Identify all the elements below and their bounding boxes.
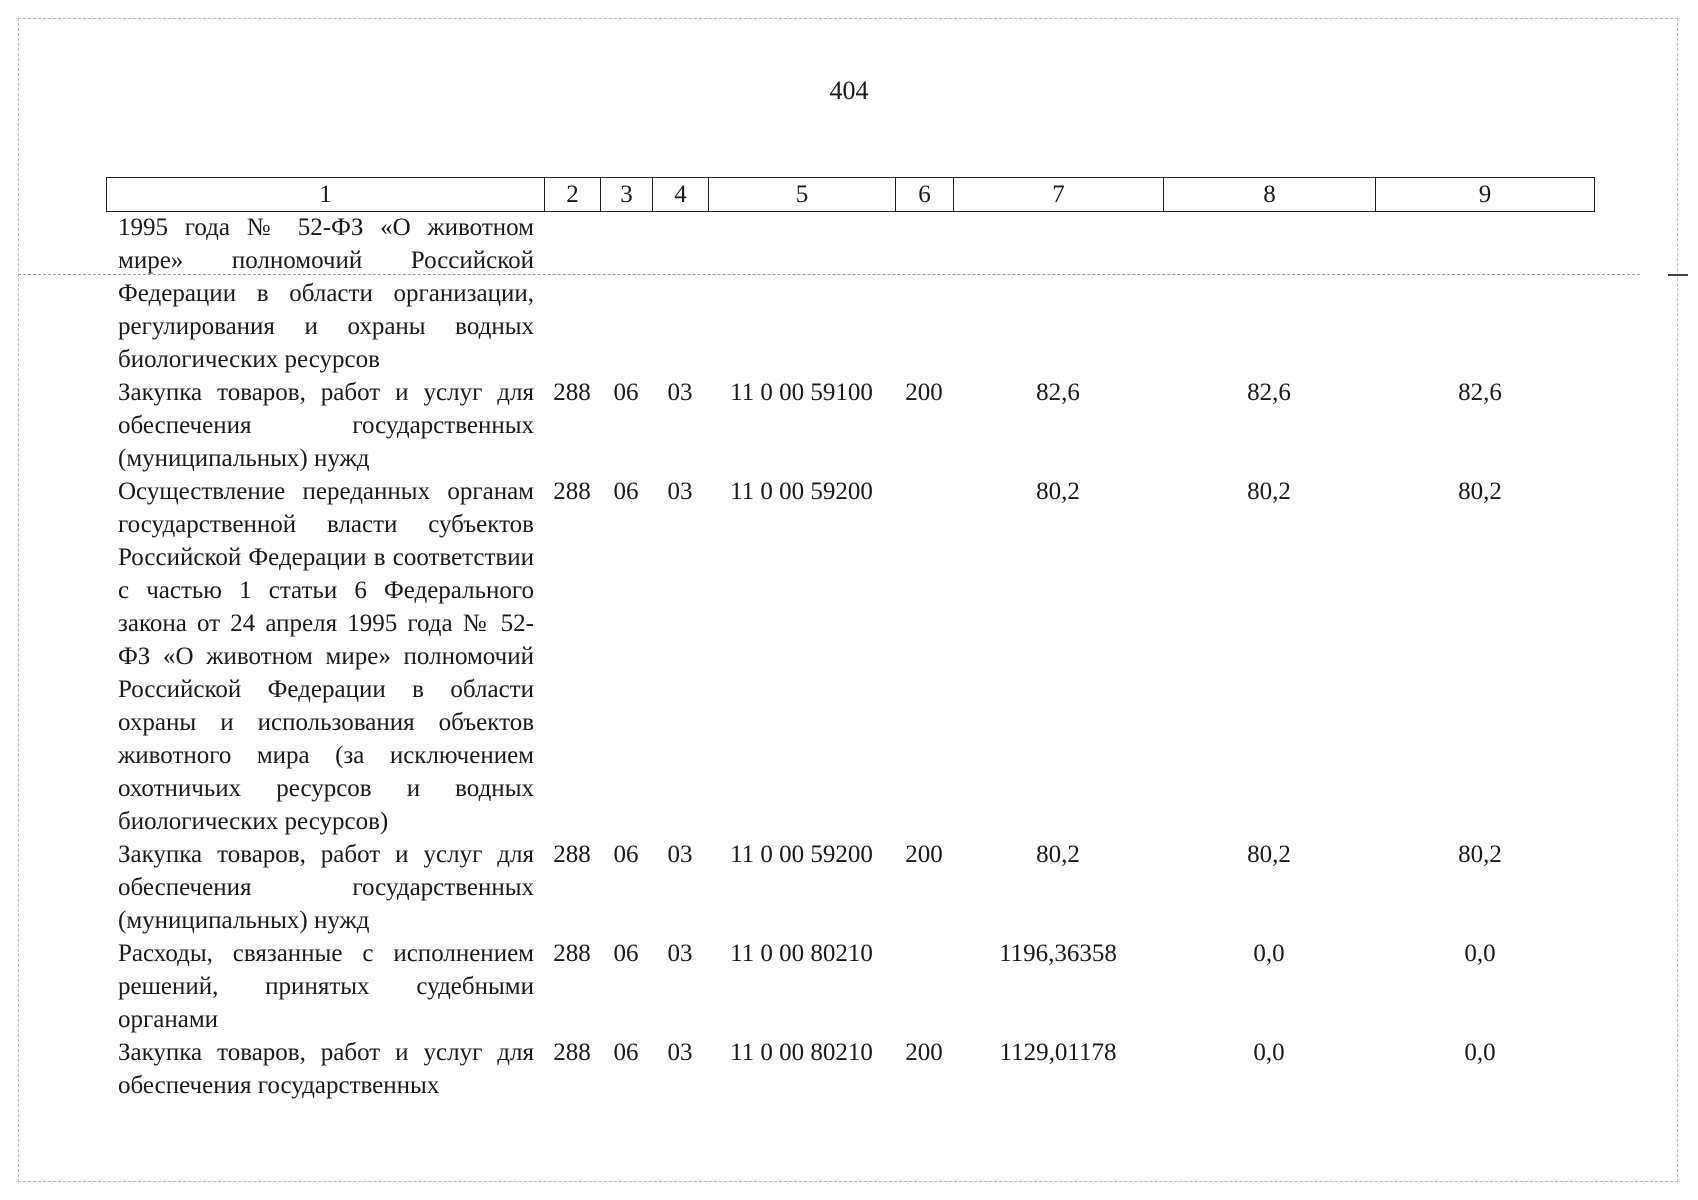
cell-subsection: 03 [667,478,693,505]
row-description: Расходы, связанные с исполнением решений, принятых судебными органами [118,940,534,1033]
cell-expense-type: 200 [905,841,943,868]
cell-amount-7: 80,2 [1036,841,1080,868]
cell-amount-8: 0,0 [1253,1039,1285,1066]
col-header-5: 5 [709,178,896,212]
col-header-2: 2 [545,178,601,212]
cell-admin-code: 288 [553,841,591,868]
col-header-4: 4 [653,178,709,212]
table-row [106,475,1594,838]
col-header-6: 6 [896,178,954,212]
col-header-7: 7 [954,178,1164,212]
cell-subsection: 03 [667,1039,693,1066]
row-description: Закупка товаров, работ и услуг для обеспечения государственных [118,1039,534,1099]
table-row [106,937,1594,1036]
cell-amount-8: 82,6 [1247,379,1291,406]
cell-subsection: 03 [667,841,693,868]
cell-section: 06 [613,841,639,868]
cell-expense-type: 200 [905,1039,943,1066]
cell-target-article: 11 0 00 80210 [730,940,873,967]
cell-amount-9: 80,2 [1458,841,1502,868]
page-number: 404 [829,76,869,105]
cell-amount-8: 80,2 [1247,841,1291,868]
cell-target-article: 11 0 00 59100 [730,379,873,406]
col-header-9: 9 [1376,178,1595,212]
cell-amount-9: 80,2 [1458,478,1502,505]
col-header-1: 1 [107,178,545,212]
cell-amount-8: 0,0 [1253,940,1285,967]
cell-amount-9: 0,0 [1464,1039,1496,1066]
cell-target-article: 11 0 00 59200 [730,478,873,505]
cell-section: 06 [613,1039,639,1066]
cell-admin-code: 288 [553,379,591,406]
cell-section: 06 [613,379,639,406]
cell-admin-code: 288 [553,940,591,967]
row-description: Закупка товаров, работ и услуг для обеспечения государственных (муниципальных) нужд [118,841,534,934]
cell-subsection: 03 [667,940,693,967]
col-header-8: 8 [1164,178,1376,212]
margin-mark [1668,274,1688,276]
cell-subsection: 03 [667,379,693,406]
table-body [106,211,1594,1102]
table-row [106,376,1594,475]
row-description: 1995 года № 52-ФЗ «О животном мире» полномочий Российской Федерации в области организации, регулирования и охраны водных биологических ресурсов [118,214,534,373]
column-header-table [106,177,1595,212]
row-description: Закупка товаров, работ и услуг для обеспечения государственных (муниципальных) нужд [118,379,534,472]
cell-section: 06 [613,478,639,505]
cell-amount-9: 82,6 [1458,379,1502,406]
cell-amount-9: 0,0 [1464,940,1496,967]
row-description: Осуществление переданных органам государственной власти субъектов Российской Федерации в соответствии с частью 1 статьи 6 Федерального закона от 24 апреля 1995 года № 52-ФЗ «О животном мире» полномочий Российской Федерации в области охраны и использования объектов животного мира (за исключением охотничьих ресурсов и водных биологических ресурсов) [118,478,534,835]
cell-target-article: 11 0 00 59200 [730,841,873,868]
cell-amount-7: 1196,36358 [999,940,1117,967]
cell-target-article: 11 0 00 80210 [730,1039,873,1066]
table-row [106,211,1594,376]
cell-amount-7: 1129,01178 [999,1039,1117,1066]
cell-amount-7: 82,6 [1036,379,1080,406]
cell-amount-7: 80,2 [1036,478,1080,505]
cell-amount-8: 80,2 [1247,478,1291,505]
table-row [106,1036,1594,1102]
cell-section: 06 [613,940,639,967]
cell-admin-code: 288 [553,1039,591,1066]
table-row [106,838,1594,937]
cell-expense-type: 200 [905,379,943,406]
cell-admin-code: 288 [553,478,591,505]
col-header-3: 3 [601,178,653,212]
